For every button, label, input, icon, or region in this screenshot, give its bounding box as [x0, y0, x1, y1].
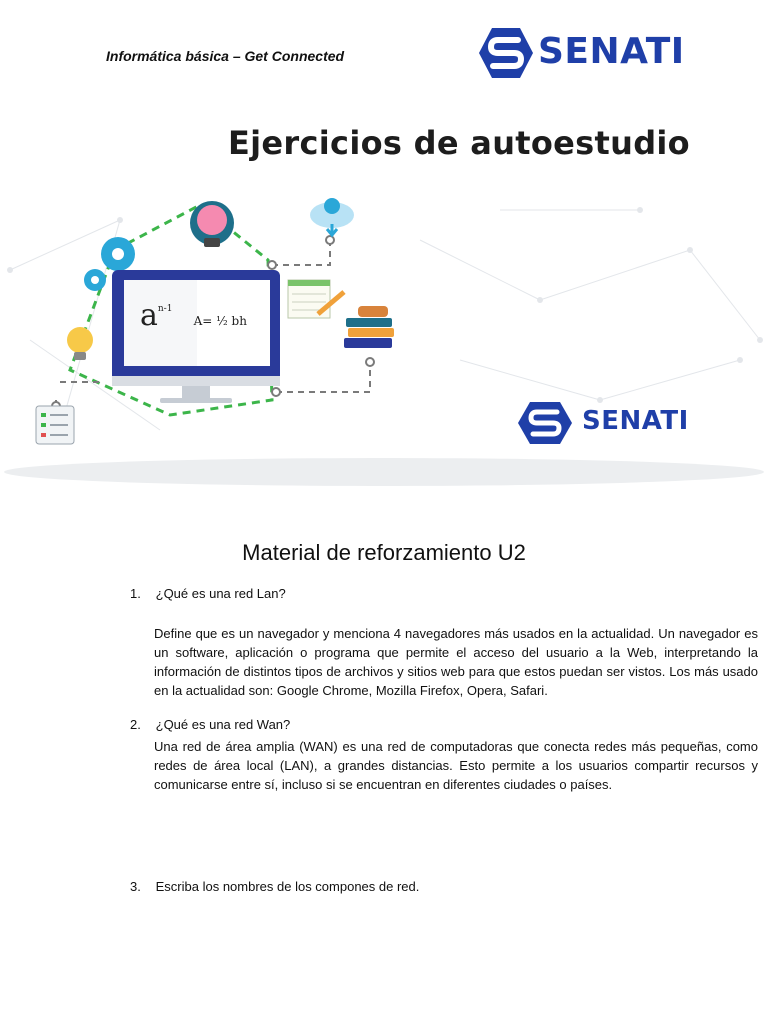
board-formula-exp: n-1	[157, 303, 173, 314]
board-formula	[140, 298, 247, 333]
question-1	[130, 586, 286, 601]
section-title	[0, 540, 768, 566]
senati-logo-banner	[516, 400, 716, 446]
question-number: 3.	[130, 879, 141, 894]
logo-text: SENATI	[582, 406, 689, 436]
course-title: Informática básica – Get Connected	[106, 48, 345, 64]
senati-emblem-icon	[516, 400, 574, 446]
board-formula-left: a	[140, 298, 158, 333]
answer-2: Una red de área amplia (WAN) es una red de computadoras que conecta redes más pequeñas, como redes de área local (LAN), a grandes distancias. Esto permite a los usuarios compartir recursos y comunicarse entre sí, incluso si se encuentran en diferentes ciudades o países.	[154, 739, 758, 792]
banner-title: Ejercicios de autoestudio	[228, 124, 690, 162]
question-number: 2.	[130, 717, 141, 732]
question-2	[130, 717, 290, 732]
answer-1: Define que es un navegador y menciona 4 navegadores más usados en la actualidad. Un navegador es un software, aplicación o programa que permite el acceso del usuario a la Web, interpretando la información de distintos tipos de archivos y sitios web para que estos puedan ser vistos. Los más usado en la actualidad son: Google Chrome, Mozilla Firefox, Opera, Safari.	[154, 626, 758, 698]
question-text: Escriba los nombres de los compones de red.	[155, 879, 420, 894]
question-number: 1.	[130, 586, 141, 601]
senati-emblem-icon	[478, 26, 534, 80]
board-formula-right: A= ½ bh	[193, 314, 247, 328]
senati-logo	[478, 26, 685, 80]
question-3	[130, 879, 419, 894]
question-text: ¿Qué es una red Lan?	[155, 586, 286, 601]
section-title-text: Material de reforzamiento U2	[242, 540, 526, 565]
logo-text: SENATI	[538, 31, 685, 72]
question-text: ¿Qué es una red Wan?	[155, 717, 291, 732]
